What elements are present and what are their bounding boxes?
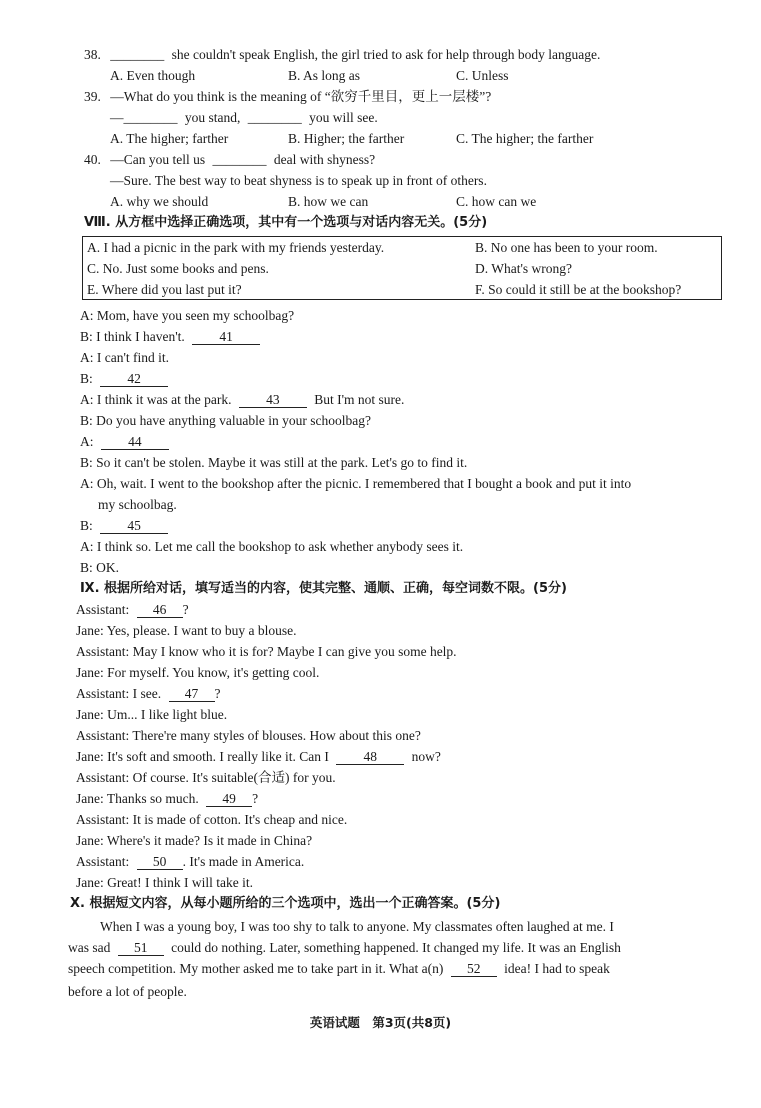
- section-10-title: Ⅹ. 根据短文内容，从每小题所给的三个选项中，选出一个正确答案。(5分): [70, 896, 501, 911]
- section-8-title: Ⅷ. 从方框中选择正确选项，其中有一个选项与对话内容无关。(5分): [84, 215, 488, 230]
- punctuation: ?: [252, 791, 259, 806]
- dialogue-line: [76, 748, 441, 766]
- dialogue-text: now?: [411, 749, 441, 764]
- question-39-line2: [110, 109, 378, 127]
- section-9-title: Ⅸ. 根据所给对话，填写适当的内容，使其完整、通顺、正确，每空词数不限。(5分): [80, 581, 567, 596]
- box-option-f: F. So could it still be at the bookshop?: [475, 282, 682, 297]
- option-a: A. why we should: [110, 194, 209, 209]
- dialogue-line: Assistant: Of course. It's suitable(合适) for you.: [76, 770, 336, 785]
- option-a: A. Even though: [110, 68, 196, 83]
- blank-49: 49: [206, 791, 252, 807]
- dash: —: [110, 110, 124, 125]
- dialogue-line: Jane: Yes, please. I want to buy a blouse.: [76, 623, 297, 638]
- dialogue-text: B: I think I haven't.: [80, 329, 185, 344]
- question-40: [84, 151, 375, 169]
- option-c: C. how can we: [456, 194, 537, 209]
- blank-47: 47: [169, 686, 215, 702]
- dialogue-line: Assistant: May I know who it is for? Maybe I can give you some help.: [76, 644, 457, 659]
- dialogue-line: [76, 853, 304, 871]
- blank-42: 42: [100, 371, 168, 387]
- answer-blank: ________: [110, 47, 165, 62]
- question-text: —Can you tell us: [110, 152, 206, 167]
- dialogue-line: Assistant: There're many styles of blouses. How about this one?: [76, 728, 421, 743]
- answer-blank: ________: [212, 152, 267, 167]
- question-38: [84, 46, 600, 64]
- dialogue-text: Jane: Thanks so much.: [76, 791, 199, 806]
- box-option-b: B. No one has been to your room.: [475, 240, 658, 255]
- dialogue-text: A: I think it was at the park.: [80, 392, 232, 407]
- question-text: deal with shyness?: [273, 152, 376, 167]
- dialogue-line: B: So it can't be stolen. Maybe it was still at the park. Let's go to find it.: [80, 455, 468, 470]
- dialogue-line: [80, 391, 404, 409]
- option-b: B. As long as: [288, 68, 361, 83]
- box-option-c: C. No. Just some books and pens.: [87, 261, 269, 276]
- dialogue-text: Assistant: I see.: [76, 686, 162, 701]
- page-footer: 英语试题 第3页(共8页): [309, 1015, 452, 1030]
- speaker: Assistant:: [76, 854, 130, 869]
- option-b: B. Higher; the farther: [288, 131, 405, 146]
- question-number: 38.: [84, 47, 101, 62]
- dialogue-line: Jane: For myself. You know, it's getting cool.: [76, 665, 320, 680]
- dialogue-line: [80, 370, 168, 388]
- dialogue-text: . It's made in America.: [182, 854, 305, 869]
- punctuation: ?: [182, 602, 189, 617]
- question-text: you stand,: [184, 110, 241, 125]
- question-text: —What do you think is the meaning of “欲穷千里目，更上一层楼”?: [110, 89, 492, 104]
- passage-text: idea! I had to speak: [504, 961, 610, 976]
- passage-line: before a lot of people.: [68, 984, 187, 999]
- blank-46: 46: [137, 602, 183, 618]
- option-c: C. Unless: [456, 68, 509, 83]
- question-40-line2: —Sure. The best way to beat shyness is to speak up in front of others.: [110, 173, 487, 188]
- blank-50: 50: [137, 854, 183, 870]
- answer-blank: ________: [247, 110, 302, 125]
- blank-45: 45: [100, 518, 168, 534]
- blank-41: 41: [192, 329, 260, 345]
- dialogue-line: Jane: Great! I think I will take it.: [76, 875, 253, 890]
- box-option-e: E. Where did you last put it?: [87, 282, 242, 297]
- question-text: she couldn't speak English, the girl tried to ask for help through body language.: [171, 47, 601, 62]
- dialogue-line: A: Mom, have you seen my schoolbag?: [80, 308, 295, 323]
- question-number: 39.: [84, 89, 101, 104]
- question-39: [84, 88, 491, 106]
- box-option-d: D. What's wrong?: [475, 261, 573, 276]
- dialogue-line: A: I think so. Let me call the bookshop to ask whether anybody sees it.: [80, 539, 464, 554]
- options-box: [82, 236, 722, 300]
- blank-44: 44: [101, 434, 169, 450]
- dialogue-line: my schoolbag.: [98, 497, 177, 512]
- speaker: B:: [80, 518, 93, 533]
- dialogue-line: A: I can't find it.: [80, 350, 170, 365]
- dialogue-line: Assistant: It is made of cotton. It's cheap and nice.: [76, 812, 348, 827]
- speaker: B:: [80, 371, 93, 386]
- dialogue-line: [80, 517, 168, 535]
- option-b: B. how we can: [288, 194, 369, 209]
- dialogue-line: Jane: Um... I like light blue.: [76, 707, 228, 722]
- blank-48: 48: [336, 749, 404, 765]
- question-number: 40.: [84, 152, 101, 167]
- dialogue-line: B: Do you have anything valuable in your schoolbag?: [80, 413, 371, 428]
- speaker: A:: [80, 434, 94, 449]
- dialogue-text: But I'm not sure.: [314, 392, 405, 407]
- passage-line: When I was a young boy, I was too shy to talk to anyone. My classmates often laughed at me. I: [100, 919, 614, 934]
- punctuation: ?: [214, 686, 221, 701]
- dialogue-line: [80, 328, 260, 346]
- dialogue-line: [76, 685, 221, 703]
- blank-43: 43: [239, 392, 307, 408]
- dialogue-line: [76, 790, 258, 808]
- passage-line: [68, 960, 610, 978]
- passage-line: [68, 939, 621, 957]
- box-option-a: A. I had a picnic in the park with my friends yesterday.: [87, 240, 385, 255]
- dialogue-text: Jane: It's soft and smooth. I really like it. Can I: [76, 749, 329, 764]
- question-text: you will see.: [309, 110, 378, 125]
- dialogue-line: [80, 433, 169, 451]
- option-a: A. The higher; farther: [110, 131, 229, 146]
- dialogue-line: A: Oh, wait. I went to the bookshop after the picnic. I remembered that I bought a book and put it into: [80, 476, 632, 491]
- dialogue-line: Jane: Where's it made? Is it made in China?: [76, 833, 313, 848]
- blank-51: 51: [118, 940, 164, 956]
- passage-text: was sad: [68, 940, 111, 955]
- answer-blank: ________: [123, 110, 178, 125]
- dialogue-line: B: OK.: [80, 560, 120, 575]
- passage-text: speech competition. My mother asked me to take part in it. What a(n): [68, 961, 444, 976]
- blank-52: 52: [451, 961, 497, 977]
- speaker: Assistant:: [76, 602, 130, 617]
- passage-text: could do nothing. Later, something happened. It changed my life. It was an English: [171, 940, 621, 955]
- dialogue-line: [76, 601, 189, 619]
- option-c: C. The higher; the farther: [456, 131, 594, 146]
